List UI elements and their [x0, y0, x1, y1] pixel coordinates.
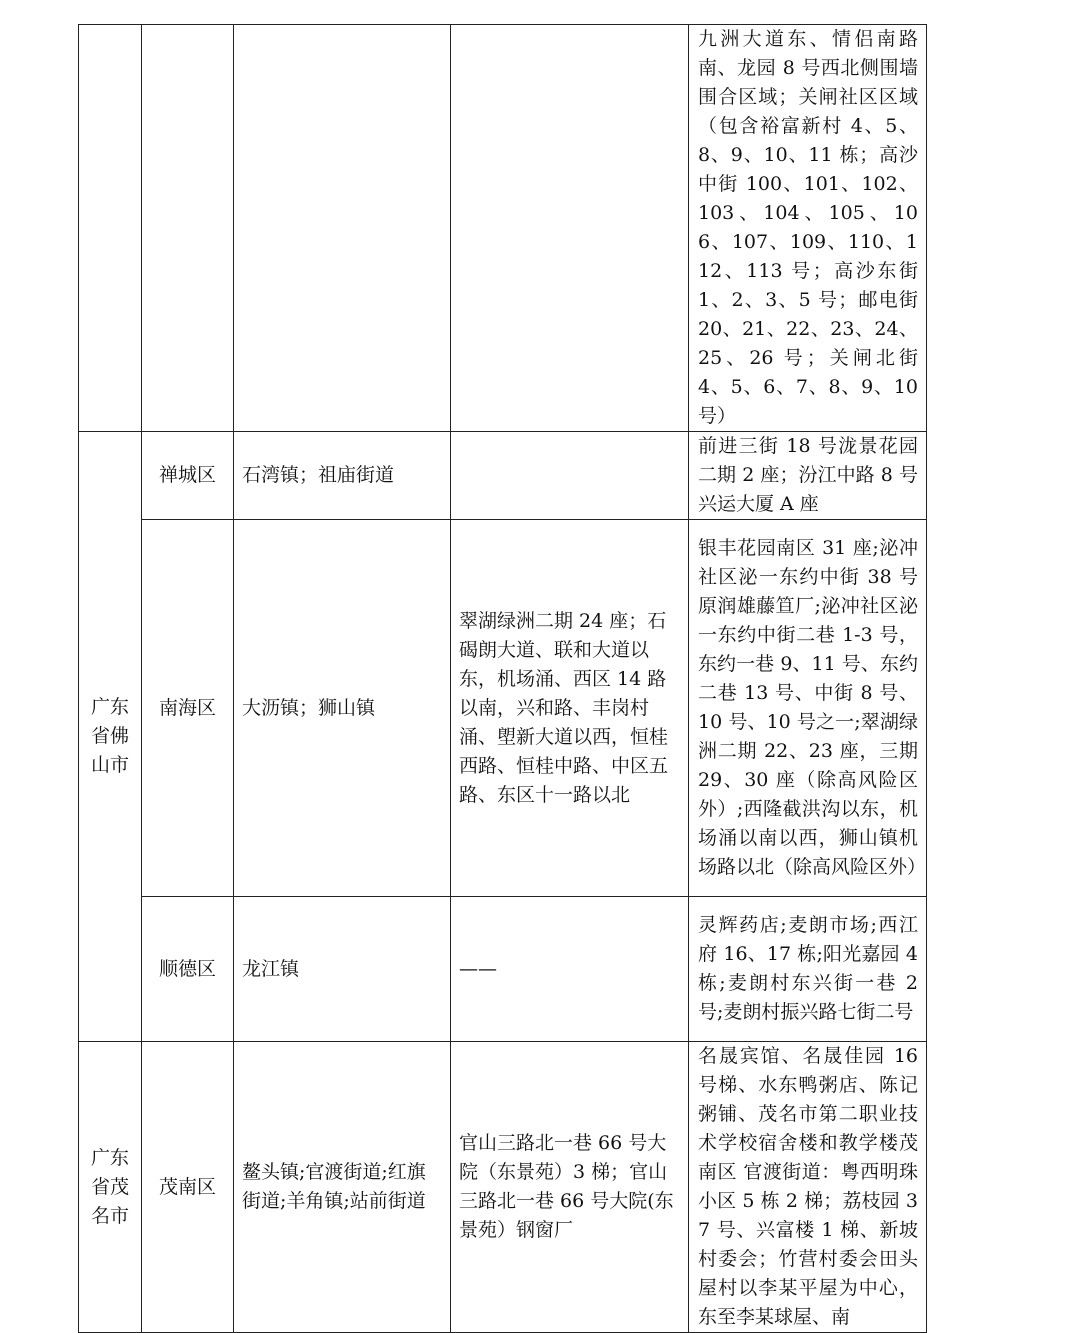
- region-cell: 广东省佛山市: [79, 432, 142, 1042]
- locations-cell: 前进三街 18 号泷景花园二期 2 座；汾江中路 8 号兴运大厦 A 座: [689, 432, 927, 520]
- towns-cell: 龙江镇: [234, 897, 451, 1042]
- district-cell: 禅城区: [142, 432, 234, 520]
- locations-cell: 灵辉药店;麦朗市场;西江府 16、17 栋;阳光嘉园 4 栋;麦朗村东兴街一巷 2 号;麦朗村振兴路七街二号: [689, 897, 927, 1042]
- area-cell: ——: [451, 897, 689, 1042]
- table-row: [79, 432, 927, 520]
- risk-area-table: [78, 24, 927, 1333]
- table-row: [79, 520, 927, 897]
- area-cell: [451, 25, 689, 432]
- area-cell: 官山三路北一巷 66 号大院（东景苑）3 梯；官山三路北一巷 66 号大院(东景苑）钢窗厂: [451, 1042, 689, 1333]
- towns-cell: [234, 25, 451, 432]
- region-cell: [79, 25, 142, 432]
- table-row: [79, 1042, 927, 1333]
- locations-cell: 九洲大道东、情侣南路南、龙园 8 号西北侧围墙围合区域；关闸社区区域（包含裕富新村 4、5、8、9、10、11 栋；高沙中街 100、101、102、103、104、105、106、107、109、110、112、113 号；高沙东街 1、2、3、5 号；邮电街 20、21、22、23、24、25、26 号；关闸北街 4、5、6、7、8、9、10 号）: [689, 25, 927, 432]
- region-cell: 广东省茂名市: [79, 1042, 142, 1333]
- area-cell: 翠湖绿洲二期 24 座；石碣朗大道、联和大道以东，机场涌、西区 14 路以南，兴和路、丰岗村涌、塱新大道以西，恒桂西路、恒桂中路、中区五路、东区十一路以北: [451, 520, 689, 897]
- district-cell: 南海区: [142, 520, 234, 897]
- district-cell: 茂南区: [142, 1042, 234, 1333]
- district-cell: [142, 25, 234, 432]
- towns-cell: 大沥镇；狮山镇: [234, 520, 451, 897]
- towns-cell: 鳌头镇;官渡街道;红旗街道;羊角镇;站前街道: [234, 1042, 451, 1333]
- district-cell: 顺德区: [142, 897, 234, 1042]
- locations-cell: 名晟宾馆、名晟佳园 16 号梯、水东鸭粥店、陈记粥铺、茂名市第二职业技术学校宿舍楼和教学楼茂南区 官渡街道：粤西明珠小区 5 栋 2 梯；荔枝园 37 号、兴富楼 1 梯、新坡村委会；竹营村委会田头屋村以李某平屋为中心，东至李某球屋、南: [689, 1042, 927, 1333]
- locations-cell: 银丰花园南区 31 座;泌冲社区泌一东约中街 38 号原润雄藤笪厂;泌冲社区泌一东约中街二巷 1-3 号，东约一巷 9、11 号、东约二巷 13 号、中街 8 号、10 号、10 号之一;翠湖绿洲二期 22、23 座，三期 29、30 座（除高风险区外）;西隆截洪沟以东，机场涌以南以西，狮山镇机场路以北（除高风险区外）: [689, 520, 927, 897]
- table-row: [79, 897, 927, 1042]
- area-cell: [451, 432, 689, 520]
- towns-cell: 石湾镇；祖庙街道: [234, 432, 451, 520]
- table-row: [79, 25, 927, 432]
